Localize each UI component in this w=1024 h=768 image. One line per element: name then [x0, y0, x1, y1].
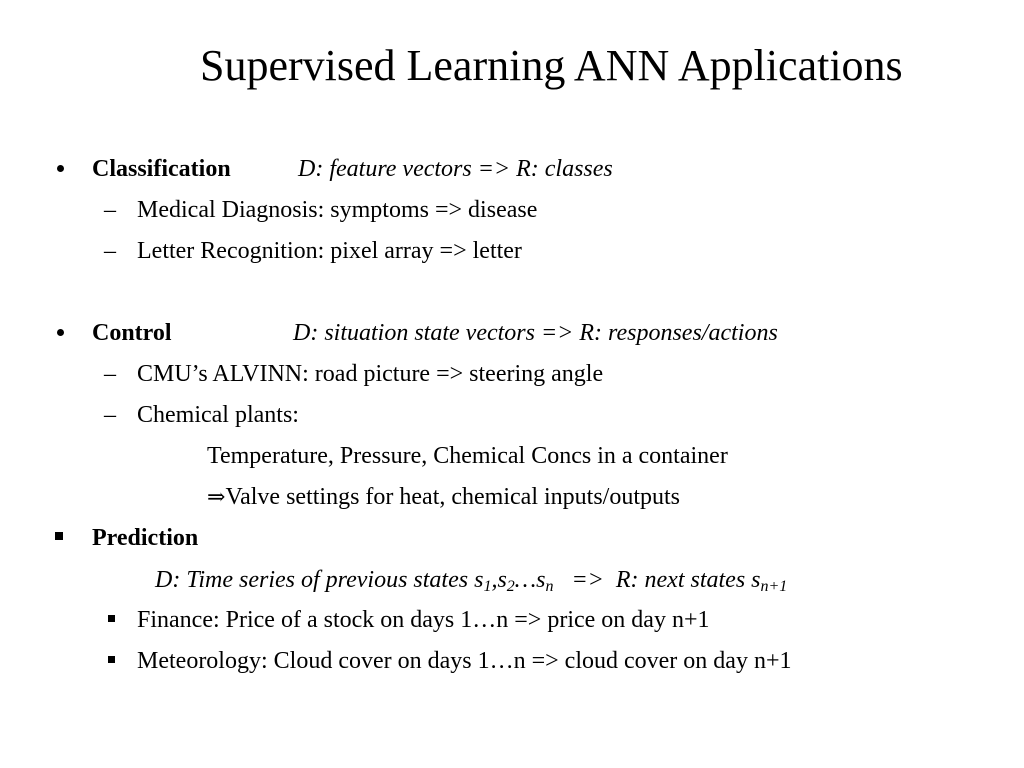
dash-2: – [104, 238, 116, 264]
subscript-2: 2 [506, 578, 515, 595]
classification-heading [92, 155, 231, 183]
classification-item-2: Letter Recognition: pixel array => letter [137, 238, 522, 264]
implies-arrow-icon: ⇒ [207, 485, 226, 510]
chemical-line-2 [207, 483, 680, 512]
prediction-desc-comma: ,s [491, 567, 507, 593]
classification-item-1: Medical Diagnosis: symptoms => disease [137, 197, 538, 223]
prediction-desc [155, 566, 787, 594]
subscript-n: n [545, 578, 554, 595]
prediction-item-2: Meteorology: Cloud cover on days 1…n => cloud cover on day n+1 [137, 648, 792, 674]
control-label: Control [92, 320, 172, 346]
subscript-n-plus-1: n+1 [760, 578, 788, 595]
control-item-1: CMU’s ALVINN: road picture => steering angle [137, 361, 604, 387]
chemical-line-1: Temperature, Pressure, Chemical Concs in a container [207, 443, 728, 469]
slide-title: Supervised Learning ANN Applications [200, 41, 903, 90]
dash-4: – [104, 402, 116, 428]
dash-3: – [104, 361, 116, 387]
prediction-desc-a: D: Time series of previous states s [155, 567, 484, 593]
control-desc: D: situation state vectors => R: responses/actions [293, 320, 778, 346]
prediction-desc-b: => R: next states s [553, 567, 761, 593]
classification-label: Classification [92, 156, 231, 182]
prediction-label: Prediction [92, 525, 199, 551]
dash-1: – [104, 197, 116, 223]
classification-desc: D: feature vectors => R: classes [298, 156, 613, 182]
control-item-2: Chemical plants: [137, 402, 299, 428]
chemical-line-2-text: Valve settings for heat, chemical inputs/outputs [225, 484, 681, 510]
subscript-1: 1 [483, 578, 492, 595]
prediction-item-1: Finance: Price of a stock on days 1…n => price on day n+1 [137, 607, 710, 633]
prediction-desc-dots: …s [514, 567, 546, 593]
